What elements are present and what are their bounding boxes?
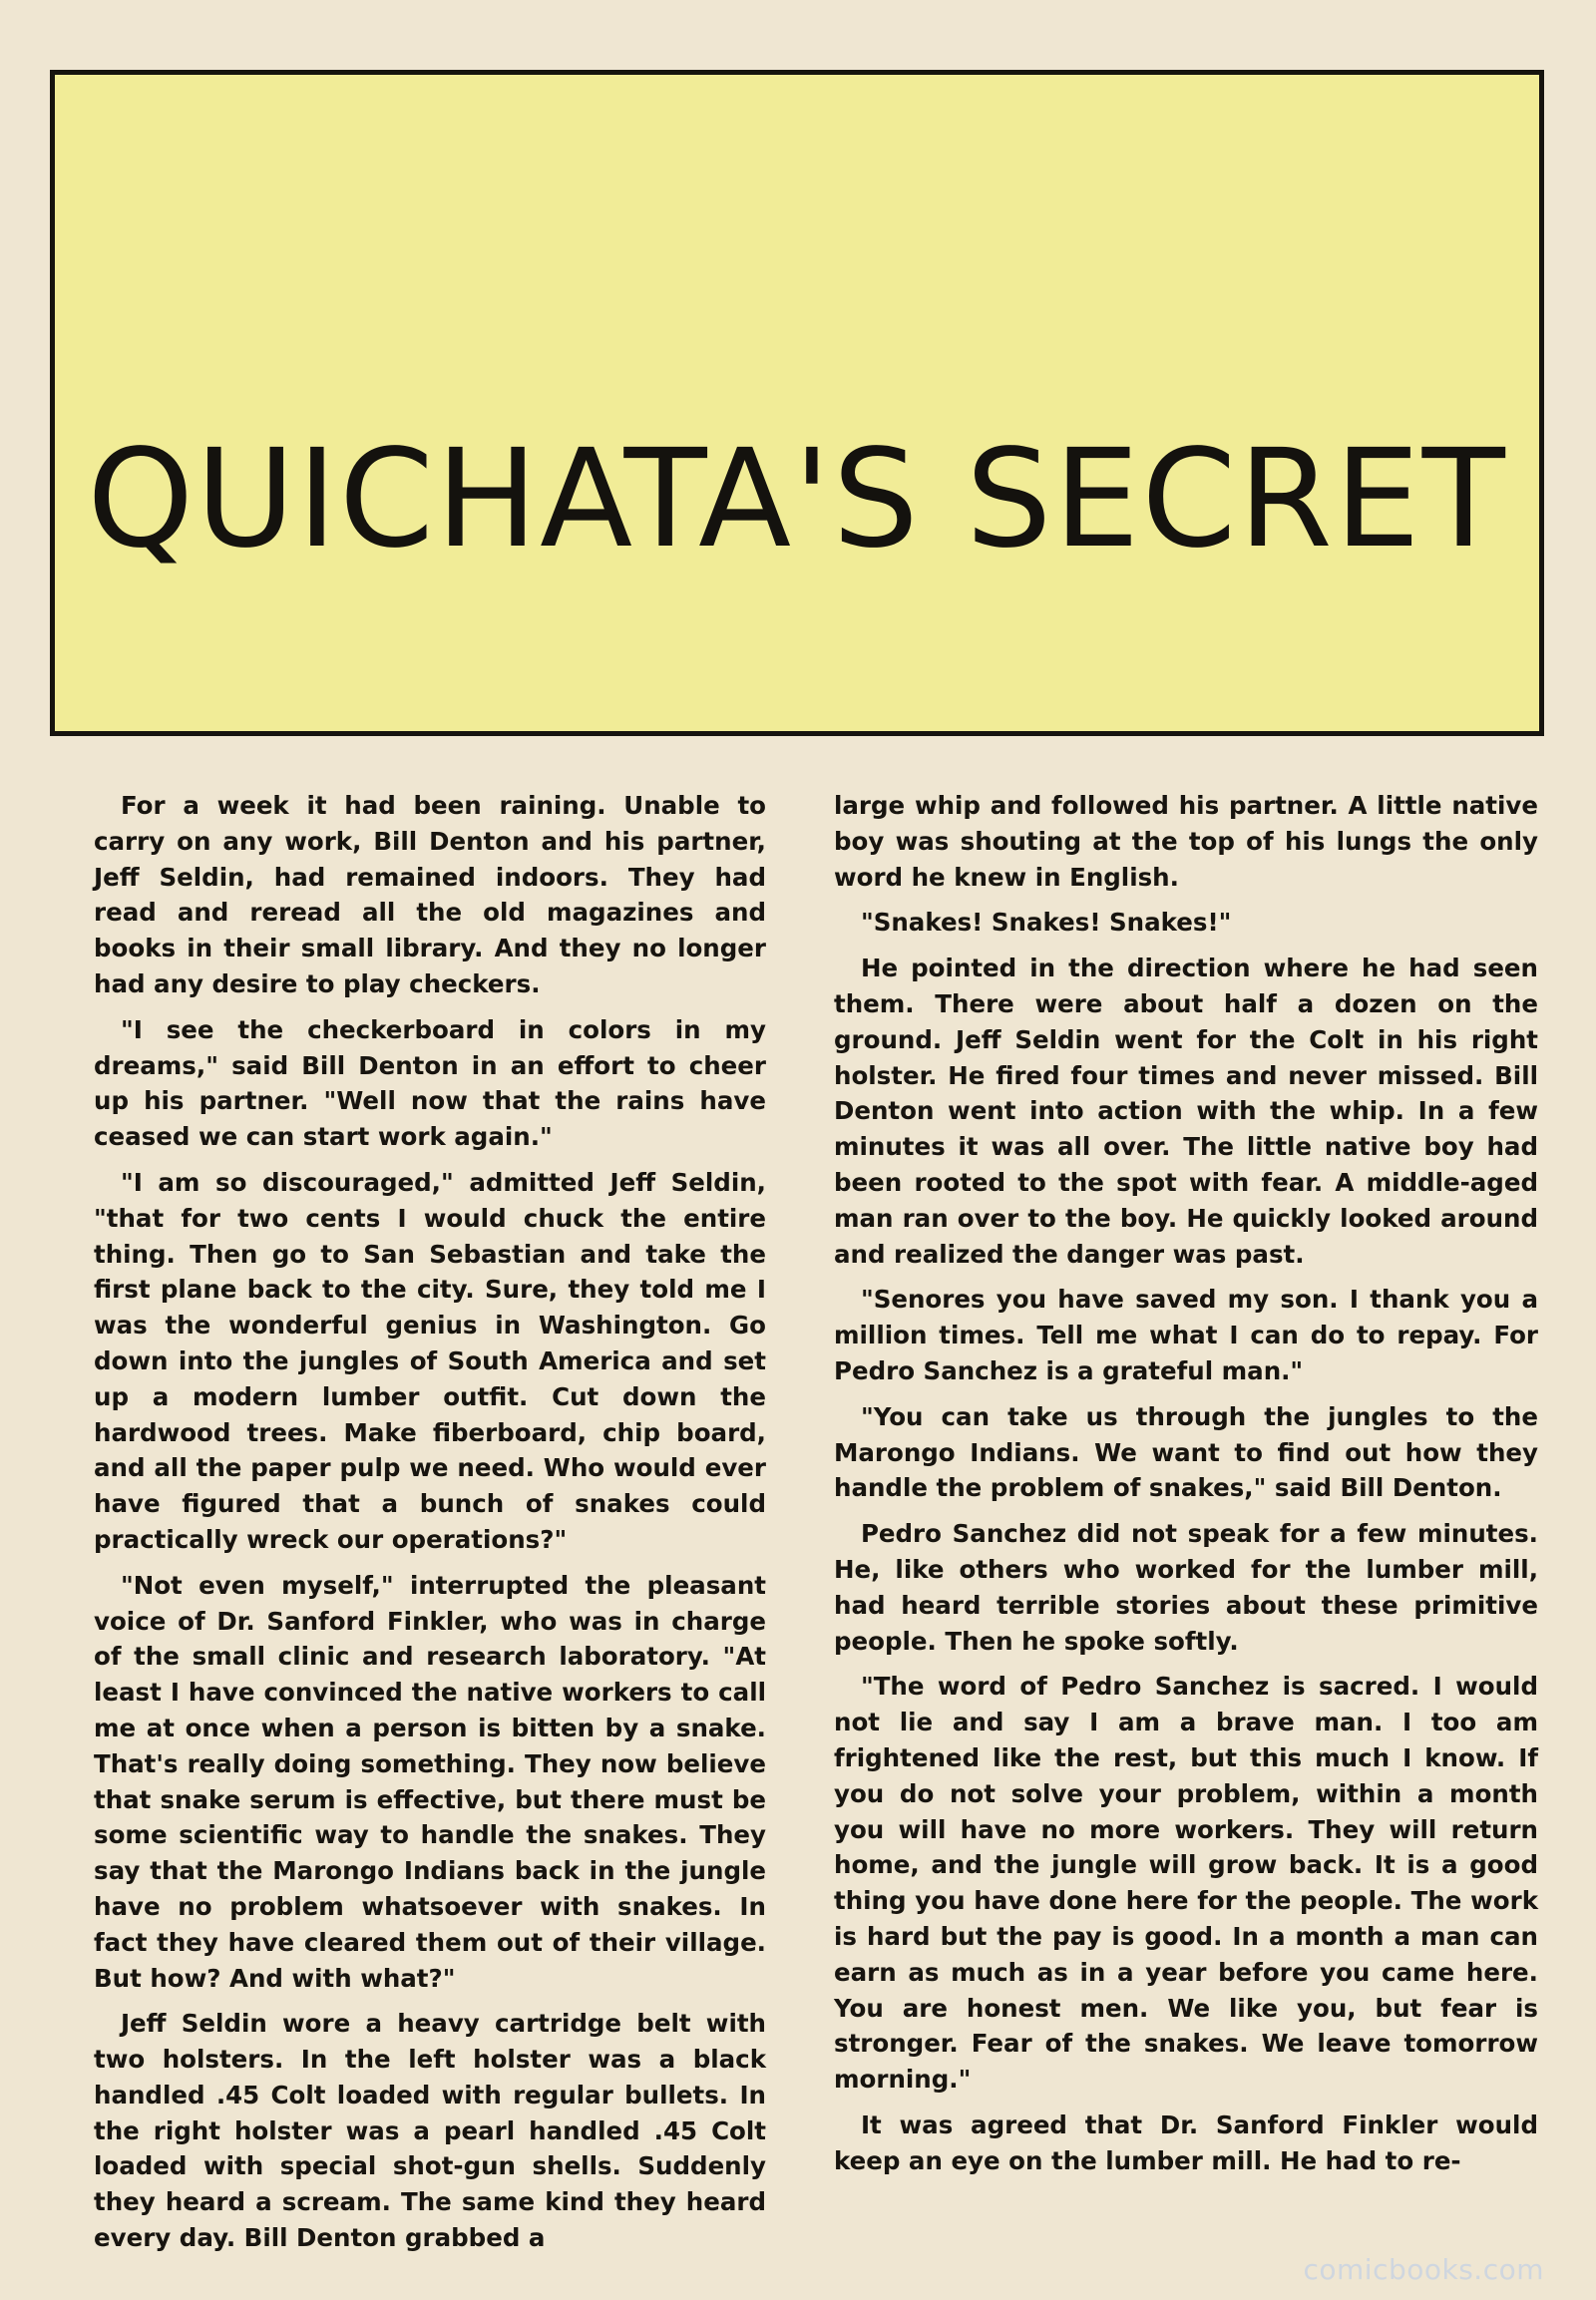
- paragraph: "You can take us through the jungles to the Marongo Indians. We want to find out how they handle the problem of snakes," said Bill Denton.: [834, 1401, 1538, 1503]
- text-column-right: [834, 788, 1538, 2188]
- title-panel: [50, 70, 1544, 736]
- paragraph: "I am so discouraged," admitted Jeff Seldin, "that for two cents I would chuck the entire thing. Then go to San Sebastian and take the first plane back to the city. Sure, they told me I was the wonderful genius in Washington. Go down into the jungles of South America and set up a modern lumber outfit. Cut down the hardwood trees. Make fiberboard, chip board, and all the paper pulp we need. Who would ever have figured that a bunch of snakes could practically wreck our operations?": [94, 1167, 766, 1554]
- story-title: QUICHATA'S SECRET: [87, 421, 1507, 578]
- watermark: comicbooks.com: [1303, 2253, 1544, 2286]
- paragraph: large whip and followed his partner. A little native boy was shouting at the top of his lungs the only word he knew in English.: [834, 791, 1538, 892]
- paragraph: "Snakes! Snakes! Snakes!": [860, 908, 1232, 938]
- paragraph: "I see the checkerboard in colors in my dreams," said Bill Denton in an effort to cheer up his partner. "Well now that the rains have ceased we can start work again.": [94, 1014, 766, 1152]
- paragraph: "The word of Pedro Sanchez is sacred. I would not lie and say I am a brave man. I too am frightened like the rest, but this much I know. If you do not solve your problem, within a month you will have no more workers. They will return home, and the jungle will grow back. It is a good thing you have done here for the people. The work is hard but the pay is good. In a month a man can earn as much as in a year before you came here. You are honest men. We like you, but fear is stronger. Fear of the snakes. We leave tomorrow morning.": [834, 1672, 1538, 2095]
- paragraph: Jeff Seldin wore a heavy cartridge belt with two holsters. In the left holster was a black handled .45 Colt loaded with regular bullets. In the right holster was a pearl handled .45 Colt loaded with special shot-gun shells. Suddenly they heard a scream. The same kind they heard every day. Bill Denton grabbed a: [94, 2009, 766, 2253]
- paragraph: Pedro Sanchez did not speak for a few minutes. He, like others who worked for the lumber mill, had heard terrible stories about these primitive people. Then he spoke softly.: [834, 1519, 1538, 1656]
- paragraph: "Senores you have saved my son. I thank you a million times. Tell me what I can do to repay. For Pedro Sanchez is a grateful man.": [834, 1285, 1538, 1385]
- paragraph: For a week it had been raining. Unable to carry on any work, Bill Denton and his partner, Jeff Seldin, had remained indoors. They had read and reread all the old magazines and books in their small library. And they no longer had any desire to play checkers.: [94, 791, 766, 998]
- paragraph: "Not even myself," interrupted the pleasant voice of Dr. Sanford Finkler, who was in charge of the small clinic and research laboratory. "At least I have convinced the native workers to call me at once when a person is bitten by a snake. That's really doing something. They now believe that snake serum is effective, but there must be some scientific way to handle the snakes. They say that the Marongo Indians back in the jungle have no problem whatsoever with snakes. In fact they have cleared them out of their village. But how? And with what?": [94, 1570, 766, 1993]
- paragraph: It was agreed that Dr. Sanford Finkler would keep an eye on the lumber mill. He had to re-: [834, 2109, 1538, 2175]
- paragraph: He pointed in the direction where he had seen them. There were about half a dozen on the ground. Jeff Seldin went for the Colt in his right holster. He fired four times and never missed. Bill Denton went into action with the whip. In a few minutes it was all over. The little native boy had been rooted to the spot with fear. A middle-aged man ran over to the boy. He quickly looked around and realized the danger was past.: [834, 954, 1538, 1269]
- text-column-left: [94, 788, 766, 2266]
